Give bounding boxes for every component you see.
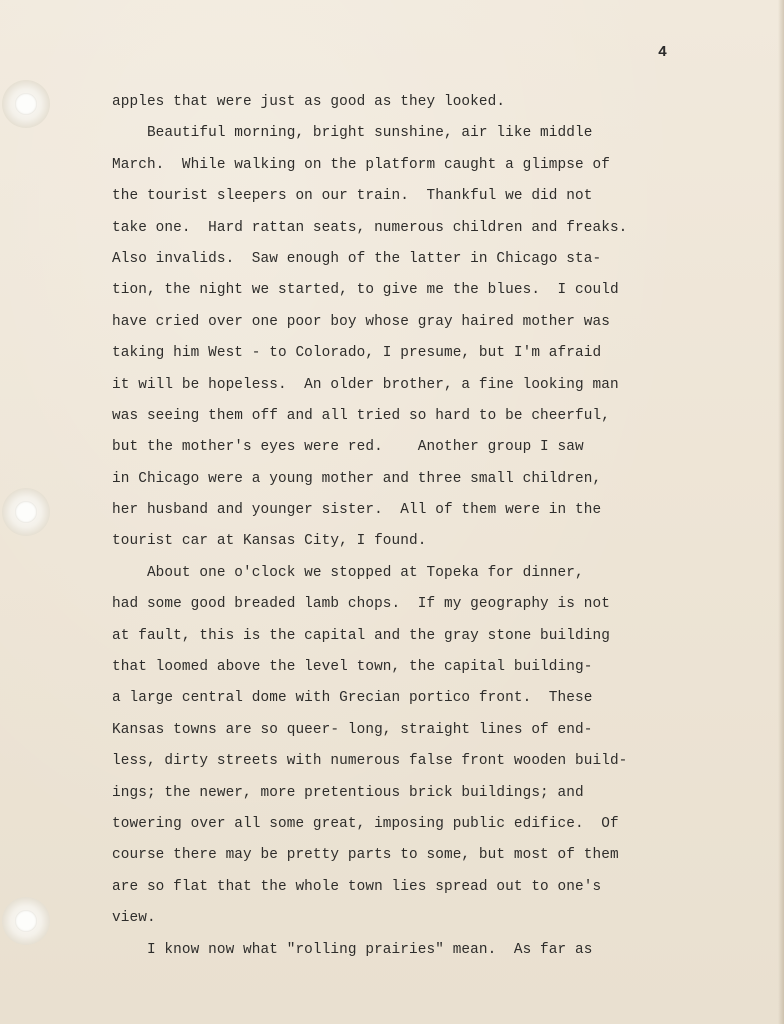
text-line: have cried over one poor boy whose gray haired mother was: [112, 313, 610, 330]
text-line: tion, the night we started, to give me the blues. I could: [112, 282, 619, 299]
text-line: I know now what "rolling prairies" mean. As far as: [112, 941, 593, 958]
text-line: a large central dome with Grecian portico front. These: [112, 690, 593, 707]
text-line: at fault, this is the capital and the gray stone building: [112, 627, 610, 644]
binder-hole-bottom: [2, 897, 50, 945]
text-line: view.: [112, 910, 156, 927]
text-line: course there may be pretty parts to some, but most of them: [112, 847, 619, 864]
text-line: About one o'clock we stopped at Topeka for dinner,: [112, 564, 584, 581]
page-edge-shadow: [778, 0, 784, 1024]
text-line: the tourist sleepers on our train. Thankful we did not: [112, 188, 593, 205]
text-line: it will be hopeless. An older brother, a fine looking man: [112, 376, 619, 393]
text-line: taking him West - to Colorado, I presume, but I'm afraid: [112, 345, 602, 362]
text-line: March. While walking on the platform caught a glimpse of: [112, 156, 610, 173]
text-line: Also invalids. Saw enough of the latter in Chicago sta-: [112, 250, 602, 267]
text-line: ings; the newer, more pretentious brick buildings; and: [112, 784, 584, 801]
typed-text-body: [112, 87, 672, 966]
binder-hole-top: [2, 80, 50, 128]
text-line: less, dirty streets with numerous false front wooden build-: [112, 753, 628, 770]
text-line: take one. Hard rattan seats, numerous children and freaks.: [112, 219, 628, 236]
text-line: was seeing them off and all tried so hard to be cheerful,: [112, 407, 610, 424]
text-line: that loomed above the level town, the capital building-: [112, 659, 593, 676]
text-line: are so flat that the whole town lies spread out to one's: [112, 878, 602, 895]
binder-hole-middle: [2, 488, 50, 536]
text-line: but the mother's eyes were red. Another group I saw: [112, 439, 584, 456]
text-line: Kansas towns are so queer- long, straight lines of end-: [112, 721, 593, 738]
text-line: in Chicago were a young mother and three small children,: [112, 470, 602, 487]
text-line: tourist car at Kansas City, I found.: [112, 533, 427, 550]
page-number: 4: [658, 44, 668, 61]
text-line: towering over all some great, imposing public edifice. Of: [112, 815, 619, 832]
text-line: had some good breaded lamb chops. If my geography is not: [112, 596, 610, 613]
text-line: apples that were just as good as they looked.: [112, 94, 506, 110]
text-line: Beautiful morning, bright sunshine, air like middle: [112, 125, 593, 142]
text-line: her husband and younger sister. All of them were in the: [112, 502, 602, 519]
